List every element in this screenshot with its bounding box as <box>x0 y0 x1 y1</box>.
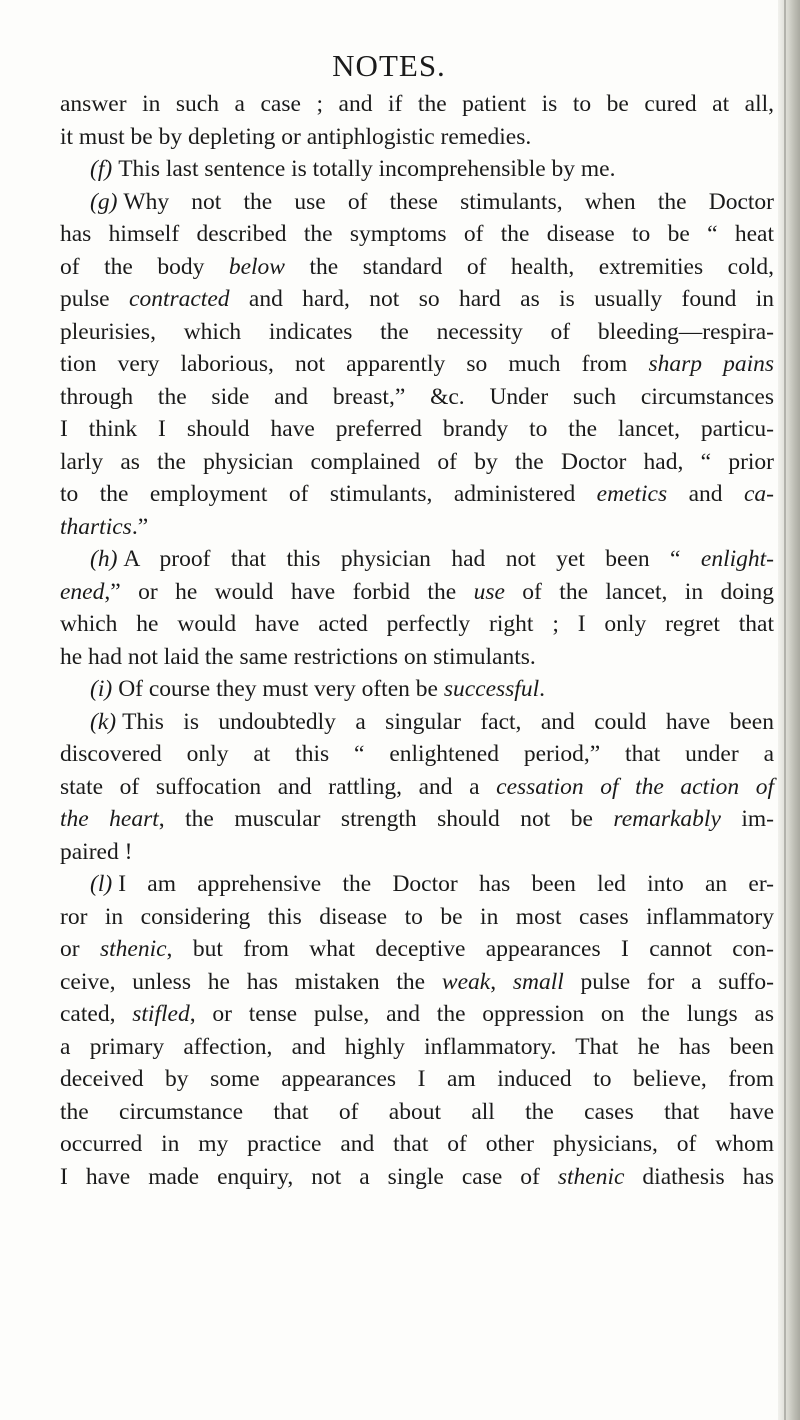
text-line <box>60 186 774 219</box>
line-text: or <box>60 936 100 962</box>
italic-text: stifled <box>132 1001 190 1027</box>
line-text: , or tense pulse, and the oppression on the lungs as <box>189 1001 775 1027</box>
text-line <box>60 511 774 544</box>
text-line <box>60 576 774 609</box>
line-text: . <box>539 676 545 702</box>
italic-text: ca- <box>743 481 774 507</box>
line-text: the standard of health, extremities cold, <box>284 253 774 280</box>
line-text: paired ! <box>60 838 133 865</box>
text-line <box>60 738 774 771</box>
text-line <box>60 868 774 901</box>
note-marker: (l) <box>90 871 113 897</box>
italic-text: ened <box>60 578 105 605</box>
line-text: he had not laid the same restrictions on stimulants. <box>60 643 536 670</box>
text-line <box>60 901 774 934</box>
text-line <box>60 608 774 641</box>
line-text: im- <box>720 806 774 832</box>
line-text: and <box>667 481 744 507</box>
text-line <box>60 543 774 576</box>
italic-text: small <box>512 968 564 995</box>
italic-text: enlight- <box>700 546 774 572</box>
page-gutter-line <box>784 0 786 1420</box>
text-line <box>60 88 774 121</box>
line-text: larly as the physician complained of by the Doctor had, “ prior <box>60 448 774 475</box>
italic-text: the heart <box>60 806 159 832</box>
text-line <box>60 803 774 836</box>
italic-text: remarkably <box>613 806 721 832</box>
line-text: ,” or he would have forbid the <box>104 578 474 605</box>
text-line <box>60 251 774 284</box>
line-text: This last sentence is totally incomprehensible by me. <box>118 156 616 182</box>
text-line <box>60 348 774 381</box>
text-line <box>60 381 774 414</box>
note-marker: (h) <box>90 546 118 572</box>
italic-text: successful <box>443 676 540 702</box>
line-text: A proof that this physician had not yet been “ <box>123 546 701 572</box>
line-text: deceived by some appearances I am induced to believe, from <box>60 1066 774 1092</box>
text-line <box>60 1063 774 1096</box>
line-text: has himself described the symptoms of the disease to be “ heat <box>60 221 774 247</box>
line-text: .” <box>131 513 149 540</box>
line-text: pulse <box>60 286 130 312</box>
text-line <box>60 218 774 251</box>
note-marker: (g) <box>90 188 118 215</box>
line-text: through the side and breast,” &c. Under such circumstances <box>60 383 774 410</box>
line-text: diathesis has <box>624 1163 774 1190</box>
line-text: Why not the use of these stimulants, when the Doctor <box>123 188 774 215</box>
text-line <box>60 413 774 446</box>
line-text: to the employment of stimulants, administered <box>60 481 597 507</box>
italic-text: emetics <box>596 481 668 507</box>
text-line <box>60 446 774 479</box>
line-text: a primary affection, and highly inflammatory. That he has been <box>60 1033 774 1060</box>
text-line <box>60 283 774 316</box>
note-marker: (k) <box>90 708 117 735</box>
text-line <box>60 673 774 706</box>
line-text: I think I should have preferred brandy to the lancet, particu- <box>60 416 774 442</box>
italic-text: below <box>228 253 285 280</box>
line-text: , the muscular strength should not be <box>158 806 614 832</box>
italic-text: cessation of the action of <box>496 773 774 800</box>
running-head: NOTES. <box>332 48 446 83</box>
line-text: This is undoubtedly a singular fact, and could have been <box>122 708 774 735</box>
text-line <box>60 121 774 154</box>
line-text: discovered only at this “ enlightened period,” that under a <box>60 741 774 767</box>
line-text: occurred in my practice and that of other physicians, of whom <box>60 1131 774 1157</box>
text-line <box>60 1161 774 1194</box>
page-gutter-shadow <box>778 0 800 1420</box>
line-text: of the lancet, in doing <box>504 578 775 605</box>
notes-text-block <box>60 88 774 1193</box>
italic-text: sthenic <box>557 1163 625 1190</box>
text-line <box>60 933 774 966</box>
text-line <box>60 153 774 186</box>
text-line <box>60 998 774 1031</box>
line-text: and hard, not so hard as is usually found in <box>229 286 775 312</box>
italic-text: contracted <box>129 286 230 312</box>
note-marker: (f) <box>90 156 113 182</box>
line-text: , but from what deceptive appearances I cannot con- <box>166 936 774 962</box>
line-text: tion very laborious, not apparently so much from <box>60 351 649 377</box>
line-text: ror in considering this disease to be in most cases inflammatory <box>60 903 774 930</box>
line-text: , <box>490 968 513 995</box>
line-text: state of suffocation and rattling, and a <box>60 773 497 800</box>
text-line <box>60 641 774 674</box>
text-line <box>60 836 774 869</box>
line-text: I have made enquiry, not a single case of <box>60 1163 558 1190</box>
line-text: the circumstance that of about all the cases that have <box>60 1098 774 1125</box>
text-line <box>60 966 774 999</box>
text-line <box>60 1096 774 1129</box>
text-line <box>60 1128 774 1161</box>
italic-text: thartics <box>60 513 132 540</box>
note-marker: (i) <box>90 676 113 702</box>
line-text: it must be by depleting or antiphlogistic remedies. <box>60 123 532 150</box>
line-text: pleurisies, which indicates the necessity of bleeding—respira- <box>60 318 774 345</box>
line-text: of the body <box>60 253 229 280</box>
text-line <box>60 316 774 349</box>
text-line <box>60 771 774 804</box>
text-line <box>60 478 774 511</box>
line-text: Of course they must very often be <box>118 676 444 702</box>
italic-text: sthenic <box>99 936 167 962</box>
italic-text: use <box>473 578 505 605</box>
text-line <box>60 706 774 739</box>
line-text: pulse for a suffo- <box>563 968 775 995</box>
line-text: answer in such a case ; and if the patient is to be cured at all, <box>60 91 774 117</box>
line-text: ceive, unless he has mistaken the <box>60 968 442 995</box>
italic-text: weak <box>441 968 491 995</box>
text-line <box>60 1031 774 1064</box>
line-text: I am apprehensive the Doctor has been led into an er- <box>118 871 774 897</box>
line-text: which he would have acted perfectly right ; I only regret that <box>60 611 774 637</box>
italic-text: sharp pains <box>648 351 775 377</box>
line-text: cated, <box>60 1001 133 1027</box>
